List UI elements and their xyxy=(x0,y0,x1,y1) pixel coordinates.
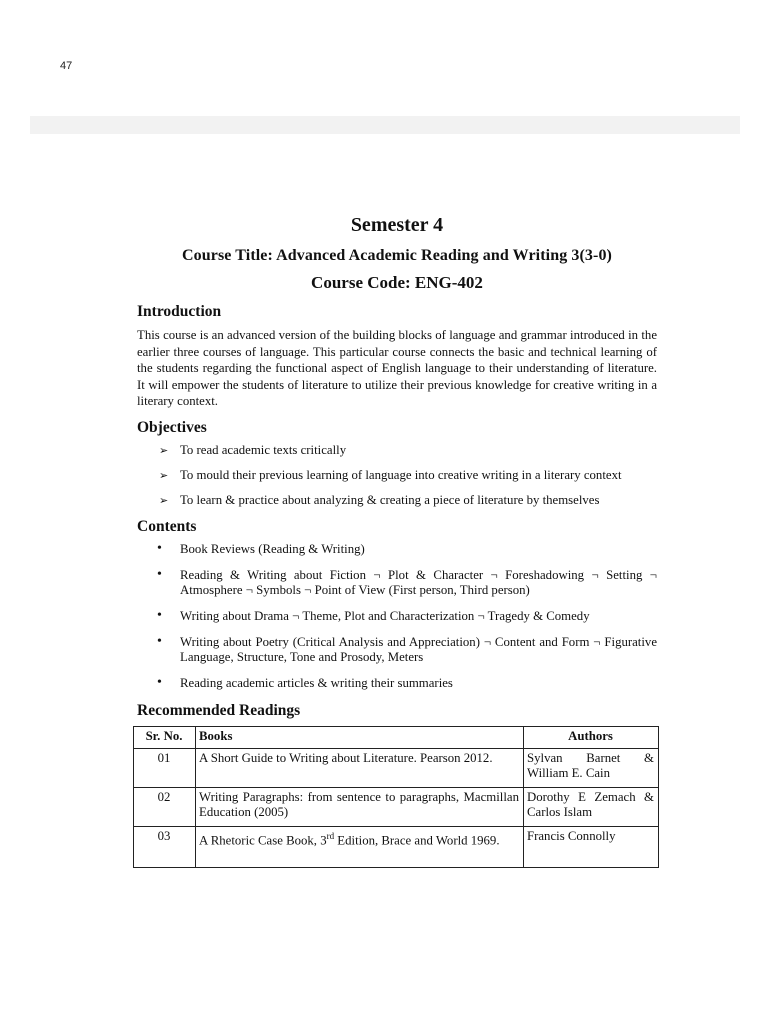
objective-text: To read academic texts critically xyxy=(180,442,347,457)
contents-text: Reading academic articles & writing their summaries xyxy=(180,675,453,690)
course-title: Course Title: Advanced Academic Reading and Writing 3(3-0) xyxy=(182,247,612,264)
contents-heading: Contents xyxy=(137,517,197,535)
page-number: 47 xyxy=(60,60,73,72)
contents-text: Writing about Poetry (Critical Analysis and Appreciation) ¬ Content and Form ¬ Figurative Language, Structure, Tone and Prosody, Meters xyxy=(180,634,657,664)
objective-item xyxy=(159,468,657,483)
dot-bullet-icon: • xyxy=(157,607,162,623)
arrow-bullet-icon: ➢ xyxy=(159,468,169,482)
column-header-authors: Authors xyxy=(524,726,659,748)
column-header-books: Books xyxy=(196,726,524,748)
objective-text: To mould their previous learning of language into creative writing in a literary context xyxy=(180,467,622,482)
header-band xyxy=(30,116,740,134)
document-body xyxy=(137,214,657,868)
contents-text: Writing about Drama ¬ Theme, Plot and Characterization ¬ Tragedy & Comedy xyxy=(180,608,590,623)
recommended-readings-heading: Recommended Readings xyxy=(137,701,301,719)
introduction-heading: Introduction xyxy=(137,303,222,320)
contents-item xyxy=(157,676,657,691)
cell-sr: 02 xyxy=(134,787,196,826)
table-row xyxy=(134,748,659,787)
cell-sr: 03 xyxy=(134,826,196,867)
contents-text: Reading & Writing about Fiction ¬ Plot & Character ¬ Foreshadowing ¬ Setting ¬ Atmosphere ¬ Symbols ¬ Point of View (First person, Third person) xyxy=(180,567,657,597)
dot-bullet-icon: • xyxy=(157,566,162,582)
table-row xyxy=(134,826,659,867)
cell-book: A Short Guide to Writing about Literature. Pearson 2012. xyxy=(196,748,524,787)
cell-author: Dorothy E Zemach & Carlos Islam xyxy=(524,787,659,826)
objective-text: To learn & practice about analyzing & creating a piece of literature by themselves xyxy=(180,492,600,507)
cell-author: Sylvan Barnet & William E. Cain xyxy=(524,748,659,787)
contents-item xyxy=(157,609,657,624)
readings-table xyxy=(133,726,659,868)
objective-item xyxy=(159,493,657,508)
cell-book xyxy=(196,826,524,867)
table-header-row xyxy=(134,726,659,748)
arrow-bullet-icon: ➢ xyxy=(159,443,169,457)
introduction-text: This course is an advanced version of the building blocks of language and grammar introduced in the earlier three courses of language. This particular course connects the basic and technical learning of the students regarding the functional aspect of English language to their understanding of literature. It will empower the students of literature to utilize their previous knowledge for creative writing in a literary context. xyxy=(137,328,657,408)
book-title-part: A Rhetoric Case Book, 3 xyxy=(199,832,327,847)
contents-text: Book Reviews (Reading & Writing) xyxy=(180,541,365,556)
cell-author: Francis Connolly xyxy=(524,826,659,867)
table-row xyxy=(134,787,659,826)
objective-item xyxy=(159,443,657,458)
objectives-list xyxy=(137,443,657,508)
dot-bullet-icon: • xyxy=(157,633,162,649)
arrow-bullet-icon: ➢ xyxy=(159,493,169,507)
dot-bullet-icon: • xyxy=(157,540,162,556)
contents-item xyxy=(157,542,657,557)
objectives-heading: Objectives xyxy=(137,418,207,436)
course-code: Course Code: ENG-402 xyxy=(311,273,483,292)
cell-sr: 01 xyxy=(134,748,196,787)
book-title-rest: Edition, Brace and World 1969. xyxy=(334,832,500,847)
contents-item xyxy=(157,568,657,598)
contents-item xyxy=(157,635,657,665)
cell-book: Writing Paragraphs: from sentence to paragraphs, Macmillan Education (2005) xyxy=(196,787,524,826)
dot-bullet-icon: • xyxy=(157,674,162,690)
column-header-sr: Sr. No. xyxy=(134,726,196,748)
contents-list xyxy=(137,542,657,691)
ordinal-suffix: rd xyxy=(326,830,335,841)
semester-heading: Semester 4 xyxy=(350,214,444,236)
